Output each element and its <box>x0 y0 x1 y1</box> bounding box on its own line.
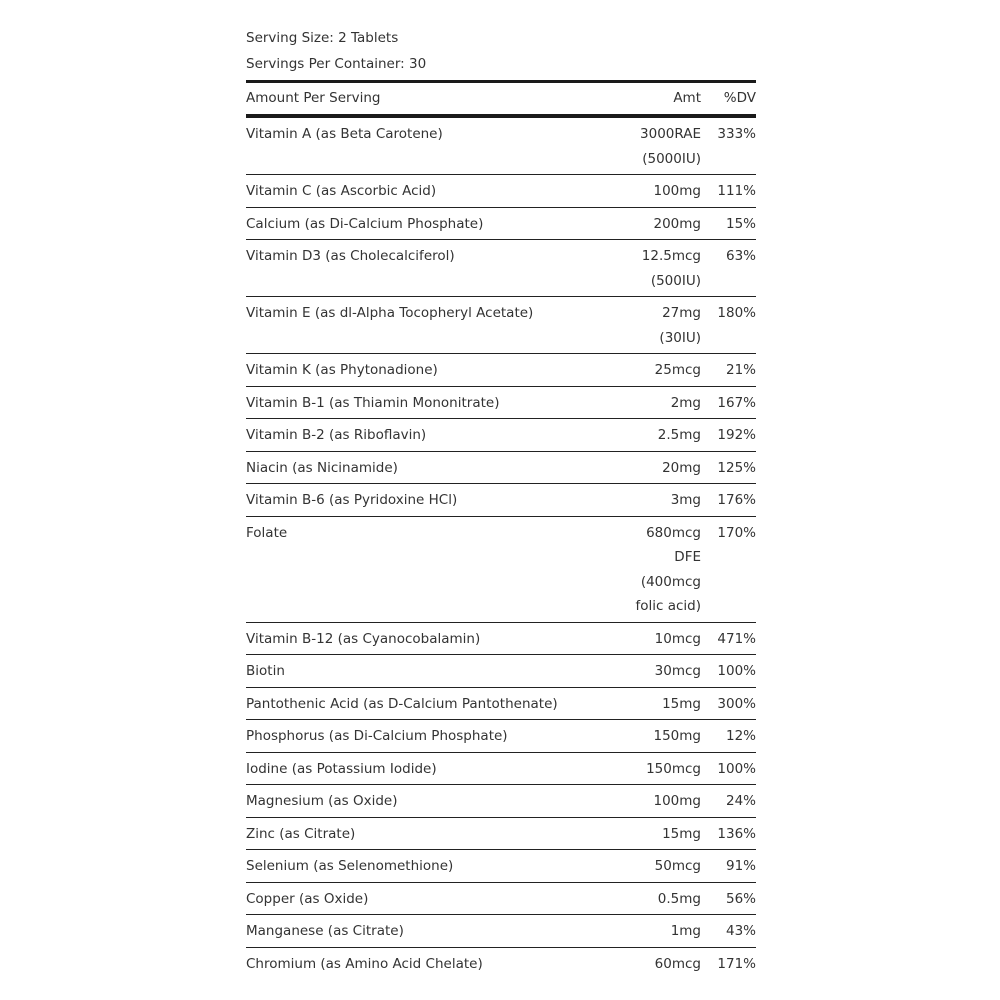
nutrient-table-body <box>246 118 756 979</box>
nutrient-amount-line: 30mcg <box>654 663 701 679</box>
nutrient-name: Vitamin B-2 (as Riboflavin) <box>246 427 427 443</box>
nutrient-daily-value: 171% <box>717 955 756 972</box>
nutrient-amount <box>561 517 701 622</box>
nutrient-amount <box>561 915 701 947</box>
nutrient-daily-value: 21% <box>725 362 756 378</box>
nutrient-amount <box>561 850 701 882</box>
table-row <box>246 517 756 623</box>
nutrient-daily-value: 24% <box>725 793 756 809</box>
serving-size: Serving Size: 2 Tablets <box>246 30 399 46</box>
nutrient-name: Vitamin A (as Beta Carotene) <box>246 126 443 142</box>
nutrient-name: Magnesium (as Oxide) <box>246 793 398 809</box>
nutrient-amount-line: folic acid) <box>635 598 701 614</box>
nutrient-amount-line: 15mg <box>662 825 701 842</box>
servings-per-container: Servings Per Container: 30 <box>246 56 427 72</box>
table-row <box>246 175 756 208</box>
nutrient-amount-line: 3mg <box>670 492 701 508</box>
nutrient-amount <box>561 208 701 240</box>
nutrient-daily-value: 136% <box>717 825 756 842</box>
column-header-amount: Amt <box>673 90 701 106</box>
nutrient-amount-line: 27mg <box>662 305 701 321</box>
nutrient-amount <box>561 720 701 752</box>
nutrient-amount <box>561 753 701 785</box>
nutrient-amount-line: 200mg <box>653 215 701 232</box>
nutrient-name: Zinc (as Citrate) <box>246 825 356 842</box>
nutrient-name: Vitamin K (as Phytonadione) <box>246 362 438 378</box>
nutrient-amount-line: (30IU) <box>659 329 701 346</box>
nutrient-amount-line: 25mcg <box>654 362 701 378</box>
nutrient-daily-value: 125% <box>717 459 756 476</box>
nutrient-name: Vitamin D3 (as Cholecalciferol) <box>246 248 455 264</box>
column-header-name: Amount Per Serving <box>246 90 381 106</box>
nutrient-name: Vitamin B-12 (as Cyanocobalamin) <box>246 630 481 647</box>
supplement-facts-panel <box>246 25 756 979</box>
nutrient-name: Vitamin B-6 (as Pyridoxine HCl) <box>246 492 458 508</box>
nutrient-amount-line: 150mg <box>653 728 701 744</box>
nutrient-amount <box>561 354 701 386</box>
table-row <box>246 655 756 688</box>
table-row <box>246 883 756 916</box>
nutrient-daily-value: 176% <box>717 492 756 508</box>
table-row <box>246 785 756 818</box>
nutrient-amount <box>561 118 701 174</box>
nutrient-amount-line: 2mg <box>670 394 701 411</box>
nutrient-name: Chromium (as Amino Acid Chelate) <box>246 955 483 972</box>
nutrient-amount-line: 60mcg <box>654 955 701 972</box>
nutrient-daily-value: 63% <box>725 248 756 264</box>
table-row <box>246 419 756 452</box>
nutrient-amount-line: 1mg <box>670 923 701 939</box>
nutrient-name: Manganese (as Citrate) <box>246 923 404 939</box>
nutrient-amount <box>561 655 701 687</box>
table-row <box>246 297 756 354</box>
nutrient-amount-line: 100mg <box>653 793 701 809</box>
table-row <box>246 118 756 175</box>
table-row <box>246 720 756 753</box>
nutrient-daily-value: 56% <box>725 890 756 907</box>
nutrient-amount-line: 150mcg <box>646 760 701 777</box>
table-row <box>246 452 756 485</box>
nutrient-amount <box>561 387 701 419</box>
nutrient-name: Calcium (as Di-Calcium Phosphate) <box>246 215 484 232</box>
table-row <box>246 753 756 786</box>
nutrient-amount <box>561 818 701 850</box>
column-header-dv: %DV <box>723 90 756 106</box>
nutrient-daily-value: 100% <box>717 663 756 679</box>
nutrient-name: Phosphorus (as Di-Calcium Phosphate) <box>246 728 508 744</box>
nutrient-name: Vitamin E (as dl-Alpha Tocopheryl Acetate) <box>246 305 534 321</box>
nutrient-daily-value: 167% <box>717 394 756 411</box>
nutrient-name: Vitamin B-1 (as Thiamin Mononitrate) <box>246 394 500 411</box>
nutrient-amount <box>561 623 701 655</box>
table-row <box>246 688 756 721</box>
nutrient-daily-value: 333% <box>717 126 756 142</box>
table-row <box>246 484 756 517</box>
nutrient-amount <box>561 452 701 484</box>
nutrient-amount-line: 0.5mg <box>657 890 701 907</box>
nutrient-daily-value: 100% <box>717 760 756 777</box>
nutrient-name: Vitamin C (as Ascorbic Acid) <box>246 183 437 199</box>
nutrient-daily-value: 12% <box>725 728 756 744</box>
table-row <box>246 948 756 980</box>
nutrient-name: Biotin <box>246 663 285 679</box>
nutrient-amount-line: (5000IU) <box>642 150 701 167</box>
nutrient-amount-line: (400mcg <box>640 573 701 590</box>
nutrient-name: Copper (as Oxide) <box>246 890 369 907</box>
nutrient-daily-value: 180% <box>717 305 756 321</box>
nutrient-name: Iodine (as Potassium Iodide) <box>246 760 437 777</box>
nutrient-daily-value: 300% <box>717 695 756 712</box>
nutrient-amount <box>561 484 701 516</box>
nutrient-amount-line: 3000RAE <box>640 126 701 142</box>
nutrient-amount-line: (500IU) <box>650 272 701 289</box>
nutrient-amount-line: DFE <box>674 549 701 565</box>
nutrient-amount-line: 10mcg <box>654 630 701 647</box>
nutrient-daily-value: 170% <box>717 524 756 541</box>
nutrient-name: Folate <box>246 524 288 541</box>
table-row <box>246 354 756 387</box>
nutrient-amount-line: 2.5mg <box>657 427 701 443</box>
nutrient-amount <box>561 419 701 451</box>
nutrient-amount-line: 15mg <box>662 695 701 712</box>
table-row <box>246 623 756 656</box>
nutrient-name: Niacin (as Nicinamide) <box>246 459 398 476</box>
nutrient-amount-line: 20mg <box>662 459 701 476</box>
table-row <box>246 915 756 948</box>
nutrient-name: Pantothenic Acid (as D-Calcium Pantothenate) <box>246 695 558 712</box>
nutrient-daily-value: 111% <box>717 183 756 199</box>
nutrient-amount <box>561 175 701 207</box>
nutrient-amount <box>561 883 701 915</box>
nutrient-daily-value: 15% <box>725 215 756 232</box>
nutrient-daily-value: 43% <box>725 923 756 939</box>
nutrient-amount <box>561 297 701 353</box>
nutrient-daily-value: 471% <box>717 630 756 647</box>
nutrient-amount-line: 680mcg <box>646 524 701 541</box>
nutrient-amount-line: 100mg <box>653 183 701 199</box>
table-row <box>246 818 756 851</box>
table-header <box>246 83 756 118</box>
nutrient-name: Selenium (as Selenomethione) <box>246 858 454 874</box>
nutrient-amount-line: 50mcg <box>654 858 701 874</box>
table-row <box>246 240 756 297</box>
nutrient-amount <box>561 240 701 296</box>
nutrient-amount <box>561 948 701 980</box>
nutrient-daily-value: 192% <box>717 427 756 443</box>
table-row <box>246 208 756 241</box>
nutrient-daily-value: 91% <box>725 858 756 874</box>
nutrient-amount <box>561 785 701 817</box>
table-row <box>246 850 756 883</box>
nutrient-amount-line: 12.5mcg <box>641 248 701 264</box>
table-row <box>246 387 756 420</box>
nutrient-amount <box>561 688 701 720</box>
